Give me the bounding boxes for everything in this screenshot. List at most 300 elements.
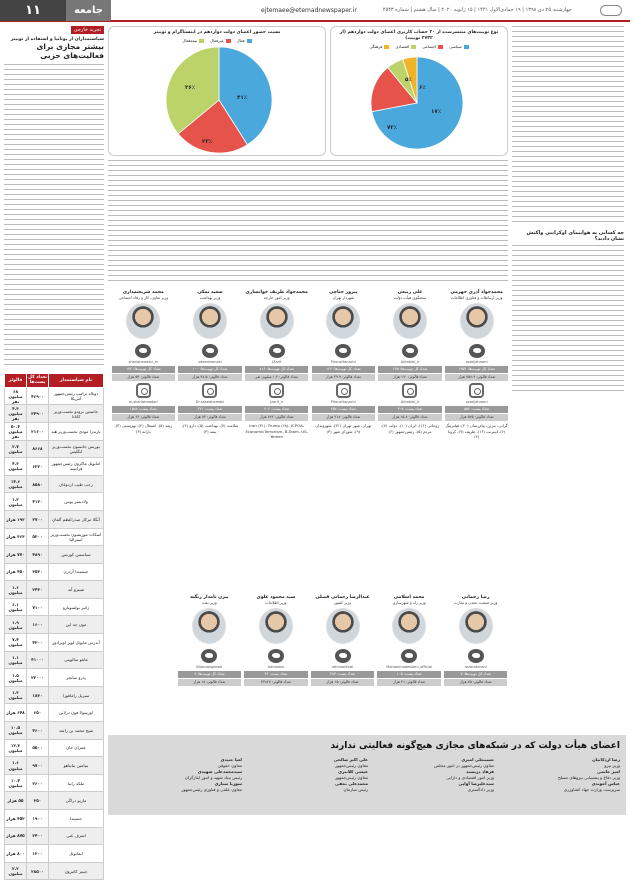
instagram-icon bbox=[202, 383, 217, 398]
twitter-handle: JZarif bbox=[272, 360, 282, 365]
tweet-type-chart-title: نوع توییت‌های منتشرشده از ۲۰ حساب کاربری اعضای دولت دوازدهم (از ۲۷۳۲ توییت) bbox=[339, 30, 499, 41]
twitter-posts: تعداد کل توییت‌ها: ۱۲۶ bbox=[312, 366, 375, 373]
intro-body bbox=[512, 26, 624, 226]
instagram-posts: تعداد پست: ۵۵۲ bbox=[445, 406, 508, 413]
followers-cell: ۱.۶ میلیون bbox=[5, 581, 27, 599]
table-row bbox=[5, 810, 104, 828]
page-number: ۱۱ bbox=[0, 0, 66, 21]
followers-cell: ۱۰.۵ میلیون bbox=[5, 722, 27, 740]
inactive-member-role: معاون حقوقی bbox=[217, 763, 242, 769]
inactive-list bbox=[558, 757, 620, 794]
minister-role: وزیر اطلاعات bbox=[265, 599, 287, 605]
inactive-member-role: وزیر امور اقتصادی و دارایی bbox=[446, 775, 494, 781]
leader-name-cell: اشرف غنی bbox=[49, 827, 104, 845]
minister-name: محمدجواد آذری جهرمی bbox=[450, 290, 504, 295]
twitter-posts: تعداد کل توییت‌ها: ۱۹۵۴ bbox=[445, 366, 508, 373]
leader-name-cell: سباستین کورتس bbox=[49, 546, 104, 564]
table-row bbox=[5, 634, 104, 652]
instagram-posts: تعداد پست: ۳۰۵ bbox=[378, 406, 441, 413]
pie-label: ۴۱٪ bbox=[237, 95, 248, 101]
presence-chart-box bbox=[108, 26, 326, 156]
twitter-posts: تعداد پست: ۱۰۵ bbox=[377, 671, 440, 678]
minister-photo bbox=[126, 303, 160, 339]
inactive-member-name: علی اکبر صالحی bbox=[333, 757, 368, 762]
section-label: جامعه bbox=[66, 0, 111, 21]
twitter-followers: تعداد فالوئر: ۷۵ هزار bbox=[444, 679, 507, 686]
followers-cell: ۲.۷ میلیون bbox=[5, 440, 27, 458]
minister-name: عبدالرضا رحمانی فضلی bbox=[315, 595, 370, 600]
table-row bbox=[5, 528, 104, 546]
minister-card bbox=[310, 595, 376, 686]
twitter-handle: rezarahmani bbox=[464, 665, 487, 670]
minister-name: علی ربیعی bbox=[397, 290, 423, 295]
instagram-handle: Alirabiei_ir bbox=[400, 400, 420, 405]
leader-name-cell: بوریس جانسون نخست‌وزیر انگلیس bbox=[49, 440, 104, 458]
minister-card bbox=[444, 290, 510, 439]
posts-cell: ۲۷۰۰ bbox=[27, 510, 49, 528]
twitter-handle: Alirabiei_ir bbox=[400, 360, 420, 365]
followers-cell: ۱.۶ میلیون bbox=[5, 757, 27, 775]
minister-name: محمد اسلامی bbox=[393, 595, 425, 600]
twitter-icon bbox=[201, 649, 217, 663]
pie-label: ۶٪ bbox=[419, 85, 426, 91]
legend-item: سیاسی bbox=[449, 44, 468, 49]
inactive-member-name: سیدمحمدعلی شهیدی bbox=[197, 769, 242, 775]
minister-card bbox=[244, 290, 310, 439]
minister-photo bbox=[392, 608, 426, 644]
legend-item: فرهنگی bbox=[369, 44, 389, 49]
table-row bbox=[5, 546, 104, 564]
table-row bbox=[5, 405, 104, 423]
posts-cell: ۱۸۳۰ bbox=[27, 686, 49, 704]
followers-cell: ۱.۳ میلیون bbox=[5, 686, 27, 704]
top-keywords: گرانی، بنزین، پیام‌رسان (۲۰)، فیلترینگ (۶)، اینترنت (۱۶)، ظریف (۷)، کرونا (۴) bbox=[445, 423, 508, 439]
instagram-posts: تعداد پست: ۴۰۲ bbox=[245, 406, 308, 413]
col-header-followers: فالوئر bbox=[5, 373, 27, 387]
minister-card bbox=[310, 290, 376, 439]
twitter-icon bbox=[335, 344, 351, 358]
table-row bbox=[5, 774, 104, 792]
minister-name: بیژن نامدار زنگنه bbox=[190, 595, 229, 600]
followers-cell: ۶۸ میلیون نفر bbox=[5, 387, 27, 405]
leader-name-cell: آنگلا مرکل صدراعظم آلمان bbox=[49, 510, 104, 528]
posts-cell: ۳۵۰ bbox=[27, 792, 49, 810]
twitter-posts: تعداد کل توییت‌ها: ۱۰۰ bbox=[178, 366, 241, 373]
intro-body-2 bbox=[512, 245, 624, 393]
posts-cell: ۹۷۰۰ bbox=[27, 757, 49, 775]
inactive-list bbox=[434, 757, 494, 794]
pie-label: ۱۷٪ bbox=[431, 109, 442, 115]
twitter-posts: تعداد کل توییت‌ها: ۹ bbox=[178, 671, 241, 678]
twitter-posts: تعداد کل توییت‌ها: ۷ bbox=[444, 671, 507, 678]
kicker: تجربه خارجی bbox=[71, 26, 104, 34]
inactive-member-role: رئیس سازمان bbox=[343, 787, 368, 793]
minister-name: رضا رحمانی bbox=[461, 595, 490, 600]
followers-cell: ۴۵۲ هزار bbox=[5, 810, 27, 828]
minister-role: وزیر بهداشت bbox=[199, 294, 221, 300]
followers-cell: ۲.۲ میلیون bbox=[5, 862, 27, 880]
followers-cell: ۷۷۰ هزار bbox=[5, 546, 27, 564]
tweet-type-pie-chart bbox=[369, 55, 465, 151]
minister-photo bbox=[260, 303, 294, 339]
date-line: چهارشنبه ۲۵ دی ۱۳۹۸ | ۱۹ جمادی‌الاول ۱۴۴۱ | ۱۵ ژانویه ۲۰۲۰ | سال هشتم | شماره ۴۵۴۳ bbox=[382, 7, 572, 13]
instagram-handle: PirouzHanachi bbox=[330, 400, 356, 405]
minister-role: وزیر تعاون، کار و رفاه اجتماعی bbox=[118, 294, 169, 300]
minister-name: سعید نمکی bbox=[197, 290, 223, 295]
instagram-handle: azarijahromi bbox=[465, 400, 488, 405]
inactive-member-name: لعیا جنیدی bbox=[220, 757, 242, 762]
left-article-title: بیشتر مجازی برای فعالیت‌های حزبی bbox=[36, 42, 104, 61]
leader-name-cell: عمران خان bbox=[49, 739, 104, 757]
top-keywords: Iran (۳۱)، Trump (۶۸)، JCPOA، EconomicTerrorism، B-Team، US، Yemen bbox=[245, 423, 308, 439]
posts-cell: ۸۶۶۸ bbox=[27, 440, 49, 458]
posts-cell: ۶۳۲۰ bbox=[27, 458, 49, 476]
leader-name-cell: بنیامین نتانیاهو bbox=[49, 757, 104, 775]
table-row bbox=[5, 722, 104, 740]
posts-cell: ۴۳۰۰ bbox=[27, 634, 49, 652]
twitter-icon bbox=[269, 344, 285, 358]
leader-name-cell: امانوئل ماکرون رئیس‌جمهور فرانسه bbox=[49, 458, 104, 476]
inactive-member-role: وزیر دادگستری bbox=[467, 787, 494, 793]
legend-item: فعال bbox=[237, 38, 252, 43]
inactive-list bbox=[181, 757, 242, 794]
instagram-posts: تعداد پست: ۲۲۱ bbox=[178, 406, 241, 413]
followers-cell: ۱۲.۳ میلیون bbox=[5, 739, 27, 757]
inactive-members-box bbox=[108, 735, 626, 815]
twitter-handle: saeednamaki bbox=[198, 360, 222, 365]
intro-subheading: چه کسانی به هواپیمای اوکراینی واکنش نشان دادند؟ bbox=[526, 230, 624, 242]
twitter-followers: تعداد فالوئر: ۵۳ هزار bbox=[112, 374, 175, 381]
minister-name: محمد شریعتمداری bbox=[122, 290, 164, 295]
leader-name-cell: جیسیندا آردرن bbox=[49, 563, 104, 581]
twitter-icon bbox=[202, 344, 218, 358]
ministers-row-1 bbox=[110, 290, 510, 439]
minister-role: وزیر کشور bbox=[334, 599, 352, 605]
inactive-member-role: سرپرست وزارت جهاد کشاورزی bbox=[563, 787, 620, 793]
posts-cell: ۴۱۲۰ bbox=[27, 493, 49, 511]
table-row bbox=[5, 493, 104, 511]
twitter-posts: تعداد کل توییت‌ها: ۸۱۶ bbox=[245, 366, 308, 373]
page-header bbox=[0, 0, 630, 22]
minister-photo bbox=[326, 608, 360, 644]
followers-cell: ۴.۳ میلیون نفر bbox=[5, 405, 27, 423]
minister-photo bbox=[192, 608, 226, 644]
leader-name-cell: سیریل رامافوزا bbox=[49, 686, 104, 704]
table-row bbox=[5, 581, 104, 599]
minister-card bbox=[376, 595, 442, 686]
pie-label: ۵٪ bbox=[405, 77, 412, 83]
instagram-followers: تعداد فالوئر: ۵۷۵ هزار bbox=[445, 414, 508, 421]
legend-item: اجتماعی bbox=[422, 44, 443, 49]
minister-role: وزیر امور خارجه bbox=[263, 294, 290, 300]
minister-card bbox=[243, 595, 309, 686]
minister-name: سید محمود علوی bbox=[256, 595, 296, 600]
followers-cell: ۸۷۵ هزار bbox=[5, 827, 27, 845]
posts-cell: ۲۴۰۰ bbox=[27, 827, 49, 845]
tweet-type-chart-box bbox=[330, 26, 508, 156]
followers-cell: ۱.۱ میلیون bbox=[5, 651, 27, 669]
followers-cell: ۱۹۲ هزار bbox=[5, 510, 27, 528]
presence-chart-legend bbox=[109, 38, 325, 43]
leader-name-cell: رجب طیب اردوغان bbox=[49, 475, 104, 493]
twitter-icon bbox=[402, 344, 418, 358]
leader-name-cell: ملکه رانیا bbox=[49, 774, 104, 792]
posts-cell: ۶۵۰ bbox=[27, 704, 49, 722]
instagram-handle: Dr.saeednamaki bbox=[195, 400, 225, 405]
followers-cell: ۶۴۸ هزار bbox=[5, 704, 27, 722]
posts-cell: ۸۵۸۰ bbox=[27, 475, 49, 493]
inactive-member-name: حسینعلی امیری bbox=[461, 757, 494, 762]
followers-cell: ۱.۲ میلیون bbox=[5, 493, 27, 511]
twitter-followers: تعداد فالوئر: ۱۹۰ هزار bbox=[378, 374, 441, 381]
table-row bbox=[5, 440, 104, 458]
leader-name-cell: آندرس مانوئل لوپز اوبرادور bbox=[49, 634, 104, 652]
leader-name-cell: شینزو آبه bbox=[49, 581, 104, 599]
table-row bbox=[5, 686, 104, 704]
minister-role: وزیر نفت bbox=[201, 599, 217, 605]
top-keywords: رشد (۵)، اشتغال (۴)، بهزیستی (۳)، یارانه (۳) bbox=[114, 423, 173, 434]
posts-cell: ۲۴۳۰ bbox=[27, 581, 49, 599]
col-header-posts: تعداد کل پست‌ها bbox=[28, 375, 47, 386]
instagram-posts: تعداد پست: ۱۵۸۸ bbox=[112, 406, 175, 413]
posts-cell: ۴۶۰۰ bbox=[27, 722, 49, 740]
followers-cell: ۱.۵ میلیون bbox=[5, 669, 27, 687]
posts-cell: ۱۲۰۰ bbox=[27, 845, 49, 863]
followers-cell: ۱۰.۴ میلیون bbox=[5, 774, 27, 792]
leader-name-cell: مون جه این bbox=[49, 616, 104, 634]
table-row bbox=[5, 458, 104, 476]
twitter-handle: Bijanzanganeh bbox=[196, 665, 223, 670]
inactive-member-name: فرهاد دژپسند bbox=[466, 769, 494, 775]
minister-name: پیروز حناچی bbox=[329, 290, 358, 295]
posts-cell: ۱۶۰۰ bbox=[27, 616, 49, 634]
table-row bbox=[5, 563, 104, 581]
instagram-posts: تعداد پست: ۴۵۶ bbox=[312, 406, 375, 413]
leader-name-cell: اسکات موریسون نخست‌وزیر استرالیا bbox=[49, 528, 104, 546]
legend-item: اقتصادی bbox=[395, 44, 416, 49]
posts-cell: ۷۱۰۰ bbox=[27, 598, 49, 616]
table-row bbox=[5, 598, 104, 616]
inactive-member-role: وزیر دفاع و پشتیبانی نیروهای مسلح bbox=[557, 775, 620, 781]
presence-chart-title: نسبت حضور اعضای دولت دوازدهم در اینستاگرام و توییتر bbox=[153, 30, 281, 35]
instagram-followers: تعداد فالوئر: ۲۱۸ هزار bbox=[312, 414, 375, 421]
twitter-icon bbox=[135, 344, 151, 358]
foreign-leaders-table bbox=[4, 373, 104, 880]
leader-name-cell: ولادیمیر پوتین bbox=[49, 493, 104, 511]
minister-card bbox=[443, 595, 509, 686]
twitter-icon bbox=[468, 649, 484, 663]
leader-name-cell: پدرو سانچز bbox=[49, 669, 104, 687]
inactive-member-name: عباس آخوندی bbox=[591, 781, 620, 787]
twitter-handle: shariatmadari_m bbox=[128, 360, 159, 365]
posts-cell: ۲۲۰۰۰ bbox=[27, 669, 49, 687]
inactive-member-role: رئیس بنیاد شهید و امور ایثارگران bbox=[184, 775, 242, 781]
inactive-member-role: معاون رئیس‌جمهور در امور مجلس bbox=[433, 763, 494, 769]
leader-name-cell: ماتئو سالوینی bbox=[49, 651, 104, 669]
leader-name-cell: ژائیر بولسونارو bbox=[49, 598, 104, 616]
table-row bbox=[5, 387, 104, 405]
leader-name-cell: ایمانوئل bbox=[49, 845, 104, 863]
posts-cell: ۲۸۵۰۰ bbox=[27, 862, 49, 880]
minister-role: وزیر ارتباطات و فناوری اطلاعات bbox=[450, 294, 503, 300]
minister-photo bbox=[326, 303, 360, 339]
table-row bbox=[5, 651, 104, 669]
table-row bbox=[5, 792, 104, 810]
posts-cell: ۲۶۰۰ bbox=[27, 774, 49, 792]
posts-cell: ۳۴۹۰۰ bbox=[27, 405, 49, 423]
twitter-handle: azarijahromi bbox=[465, 360, 488, 365]
twitter-followers: تعداد فالوئر: ۱.۴ میلیون نفر bbox=[245, 374, 308, 381]
posts-cell: ۵۵۰۰ bbox=[27, 739, 49, 757]
posts-cell: ۲۱۶۰۰ bbox=[27, 422, 49, 440]
newspaper-logo bbox=[600, 5, 622, 16]
table-row bbox=[5, 862, 104, 880]
leader-name-cell: جاستین ترودو نخست‌وزیر کانادا bbox=[49, 405, 104, 423]
twitter-handle: rahmanifazli bbox=[331, 665, 354, 670]
instagram-followers: تعداد فالوئر: ۷۷۲ هزار bbox=[245, 414, 308, 421]
twitter-handle: Mohammadeslami_official bbox=[386, 665, 432, 670]
instagram-icon bbox=[469, 383, 484, 398]
posts-cell: ۴۸۹۰ bbox=[27, 546, 49, 564]
section-email: ejtemaee@etemadnewspaper.ir bbox=[261, 6, 357, 14]
minister-photo bbox=[459, 608, 493, 644]
presence-pie-chart bbox=[164, 45, 274, 155]
instagram-icon bbox=[402, 383, 417, 398]
inactive-member-name: سورنا ستاری bbox=[214, 781, 242, 787]
twitter-followers: تعداد فالوئر: ۱۸ هزار bbox=[178, 679, 241, 686]
minister-role: سخنگوی هیأت دولت bbox=[393, 294, 427, 300]
twitter-icon bbox=[469, 344, 485, 358]
twitter-posts: تعداد کل توییت‌ها: ۱۷۲ bbox=[112, 366, 175, 373]
minister-card bbox=[377, 290, 443, 439]
instagram-followers: تعداد فالوئر: ۶۶ هزار bbox=[112, 414, 175, 421]
minister-photo bbox=[460, 303, 494, 339]
pie-label: ۷۲٪ bbox=[387, 125, 398, 131]
pie-label: ۳۶٪ bbox=[185, 85, 196, 91]
leader-name-cell: نارندرا مودی نخست‌وزیر هند bbox=[49, 422, 104, 440]
inactive-member-role: وزیر نیرو bbox=[604, 763, 620, 769]
twitter-icon bbox=[268, 649, 284, 663]
instagram-icon bbox=[269, 383, 284, 398]
leader-name-cell: اورسولا فون درلاین bbox=[49, 704, 104, 722]
table-row bbox=[5, 669, 104, 687]
posts-cell: ۴۶۹۰۰ bbox=[27, 387, 49, 405]
top-keywords: روحانی (۱۶)، ایران (۱۰)، دولت (۷)، مردم (۵)، رئیس‌جمهور (۶) bbox=[380, 423, 440, 434]
twitter-followers: تعداد فالوئر: ۲۹.۹ هزار bbox=[312, 374, 375, 381]
minister-name: محمدجواد ظریف خوانساری bbox=[245, 290, 308, 295]
table-row bbox=[5, 704, 104, 722]
inactive-list bbox=[334, 757, 368, 794]
leader-name-cell: جیمز کامرون bbox=[49, 862, 104, 880]
followers-cell: ۵۵ هزار bbox=[5, 792, 27, 810]
top-keywords: سلامت (۷)، بهداشت (۵)، دارو (۴)، بیمه (۳) bbox=[181, 423, 239, 434]
inactive-member-role: معاون علمی و فناوری رئیس‌جمهور bbox=[181, 787, 242, 793]
table-row bbox=[5, 510, 104, 528]
twitter-followers: تعداد فالوئر: ۳۳۸۲۷ bbox=[244, 679, 307, 686]
instagram-handle: Jzarif_ir bbox=[270, 400, 284, 405]
minister-role: شهردار تهران bbox=[332, 294, 355, 300]
col-header-name: نام سیاستمدار bbox=[49, 373, 104, 387]
followers-cell: ۳۶۳ هزار bbox=[5, 528, 27, 546]
instagram-followers: تعداد فالوئر: ۱۵.۸ هزار bbox=[378, 414, 441, 421]
twitter-handle: Admalavi bbox=[267, 665, 285, 670]
left-column bbox=[4, 26, 104, 877]
minister-photo bbox=[193, 303, 227, 339]
followers-cell: ۵۰.۴ میلیون نفر bbox=[5, 422, 27, 440]
top-keywords: تهران، شهر تهران (۳۱)، شهروندان (۹)، شورای شهر (۳) bbox=[315, 423, 372, 434]
twitter-posts: تعداد پست: ۴۸۳ bbox=[311, 671, 374, 678]
table-row bbox=[5, 475, 104, 493]
minister-photo bbox=[393, 303, 427, 339]
instagram-handle: m.shariatmadari bbox=[128, 400, 158, 405]
minister-card bbox=[177, 290, 243, 439]
twitter-posts: تعداد پست: ۳۶ bbox=[244, 671, 307, 678]
intro-column bbox=[512, 26, 624, 391]
twitter-icon bbox=[335, 649, 351, 663]
inactive-member-name: رضا اردکانیان bbox=[592, 757, 620, 762]
table-row bbox=[5, 739, 104, 757]
article-body bbox=[108, 160, 508, 285]
followers-cell: ۶.۱ میلیون bbox=[5, 598, 27, 616]
instagram-icon bbox=[336, 383, 351, 398]
twitter-followers: تعداد فالوئر: ۲۱ هزار bbox=[377, 679, 440, 686]
twitter-posts: تعداد کل توییت‌ها: ۲۷۵ bbox=[378, 366, 441, 373]
inactive-members-title: اعضای هیأت دولت که در شبکه‌های مجازی هیچ‌گونه فعالیتی ندارند bbox=[330, 741, 620, 751]
inactive-member-name: سیدعلیرضا آوایی bbox=[458, 781, 494, 787]
inactive-member-role: معاون رئیس‌جمهور bbox=[335, 775, 368, 781]
instagram-icon bbox=[136, 383, 151, 398]
table-row bbox=[5, 422, 104, 440]
twitter-icon bbox=[401, 649, 417, 663]
posts-cell: ۴۱۰۰۰ bbox=[27, 651, 49, 669]
minister-card bbox=[110, 290, 176, 439]
minister-photo bbox=[259, 608, 293, 644]
posts-cell: ۵۳۰۰ bbox=[27, 528, 49, 546]
followers-cell: ۴.۳ میلیون bbox=[5, 458, 27, 476]
leader-name-cell: شیخ محمد بن راشد bbox=[49, 722, 104, 740]
leader-name-cell: جسیندا bbox=[49, 810, 104, 828]
legend-item: نیمه‌فعال bbox=[182, 38, 204, 43]
twitter-followers: تعداد فالوئر: ۳۸.۵ هزار bbox=[178, 374, 241, 381]
inactive-member-name: محمدعلی نجفی bbox=[335, 781, 368, 787]
leader-name-cell: ماریو دراگی bbox=[49, 792, 104, 810]
posts-cell: ۱۹۰۰ bbox=[27, 810, 49, 828]
left-article-body bbox=[4, 64, 104, 369]
inactive-member-name: عیسی کلانتری bbox=[338, 769, 368, 775]
legend-item: غیرفعال bbox=[210, 38, 230, 43]
table-row bbox=[5, 616, 104, 634]
posts-cell: ۳۵۲۰ bbox=[27, 563, 49, 581]
left-article-subtitle: سیاستمداران از بوتانیا و استفاده از توییتر bbox=[10, 37, 104, 42]
pie-label: ۲۳٪ bbox=[202, 139, 213, 145]
followers-cell: ۸۰۰ هزار bbox=[5, 845, 27, 863]
twitter-handle: PirouzHanachi bbox=[330, 360, 356, 365]
minister-role: وزیر راه و شهرسازی bbox=[392, 599, 426, 605]
table-row bbox=[5, 845, 104, 863]
minister-role: وزیر صنعت، معدن و تجارت bbox=[454, 599, 498, 605]
followers-cell: ۷.۴ میلیون bbox=[5, 634, 27, 652]
tweet-type-chart-legend bbox=[331, 44, 507, 49]
instagram-followers: تعداد فالوئر: ۷۴ هزار bbox=[178, 414, 241, 421]
inactive-member-role: معاون رئیس‌جمهور bbox=[335, 763, 368, 769]
twitter-followers: تعداد فالوئر: ۷۵۷.۹ هزار bbox=[445, 374, 508, 381]
ministers-row-2 bbox=[176, 595, 509, 686]
followers-cell: ۱۴.۶ میلیون bbox=[5, 475, 27, 493]
table-row bbox=[5, 757, 104, 775]
minister-card bbox=[176, 595, 242, 686]
followers-cell: ۱.۹ میلیون bbox=[5, 616, 27, 634]
leader-name-cell: دونالد ترامپ رئیس‌جمهور آمریکا bbox=[49, 387, 104, 405]
